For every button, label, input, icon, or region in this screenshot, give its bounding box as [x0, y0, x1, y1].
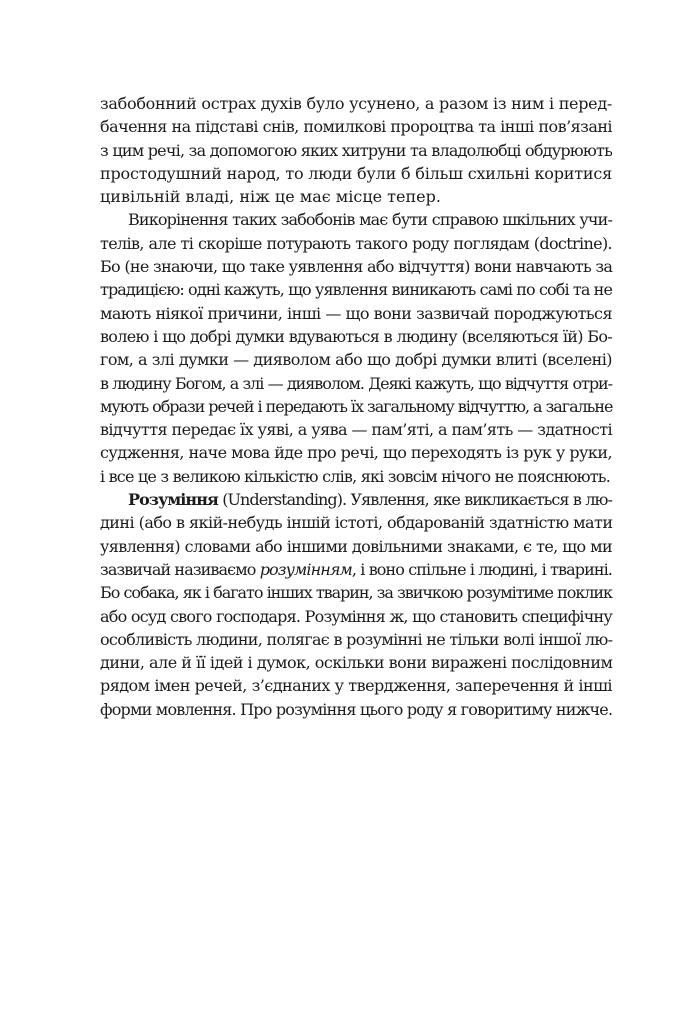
- text-line: або осуд свого господаря. Розуміння ж, що становить специфічну: [100, 606, 612, 626]
- text-line: дини, але й її ідей і думок, оскільки вони виражені послідовним: [100, 653, 613, 673]
- paragraph-1: [100, 92, 612, 208]
- text-line: [100, 558, 612, 581]
- text-fragment: , і воно спільне і людині, і тварині.: [351, 559, 612, 579]
- text-line: цивільній владі, ніж це має місце тепер.: [100, 187, 441, 207]
- text-line: [100, 488, 612, 511]
- text-line: і все це з великою кількістю слів, які зовсім нічого не пояснюють.: [100, 466, 611, 486]
- text-line: волею і що добрі думки вдуваються в людину (вселяються їй) Бо-: [100, 326, 612, 346]
- text-line: гом, а злі думки — дияволом або що добрі думки влиті (вселені): [100, 350, 612, 370]
- text-line: забобонний острах духів було усунено, а разом із ним і перед-: [100, 94, 612, 113]
- text-line: Бо (не знаючи, що таке уявлення або відчуття) вони навчають за: [100, 257, 613, 277]
- text-line: дині (або в якій-небудь іншій істоті, обдарованій здатністю мати: [100, 513, 613, 533]
- text-line: традицією: одні кажуть, що уявлення виникають самі по собі та не: [100, 280, 613, 300]
- defined-term: Розуміння: [128, 490, 218, 510]
- text-line: форми мовлення. Про розуміння цього роду я говоритиму нижче.: [100, 699, 613, 719]
- text-line: простодушний народ, то люди були б більш схильні коритися: [100, 163, 612, 183]
- body-text: [100, 92, 612, 721]
- paragraph-3: [100, 488, 612, 721]
- text-line: відчуття передає їх уяві, а уява — пам’яті, а пам’ять — здатності: [100, 420, 612, 440]
- text-line: Бо собака, як і багато інших тварин, за звичкою розумітиме поклик: [100, 583, 612, 603]
- text-line: бачення на підставі снів, помилкові пророцтва та інші пов’язані: [100, 117, 612, 137]
- text-line: телів, але ті скоріше потурають такого роду поглядам (doctrine).: [100, 233, 612, 253]
- text-line: особливість людини, полягає в розумінні не тільки волі іншої лю-: [100, 629, 613, 649]
- text-line: рядом імен речей, з’єднаних у твердження, заперечення й інші: [100, 676, 612, 696]
- text-fragment: (Understanding). Уявлення, яке викликається в лю-: [217, 490, 612, 510]
- text-line: в людину Богом, а злі — дияволом. Деякі кажуть, що відчуття отри-: [100, 373, 612, 393]
- text-fragment: зазвичай називаємо: [100, 559, 260, 579]
- text-line: мують образи речей і передають їх загальному відчуттю, а загальне: [100, 396, 613, 416]
- text-line: з цим речі, за допомогою яких хитруни та владолюбці обдурюють: [100, 140, 612, 160]
- text-line: уявлення) словами або іншими довільними знаками, є те, що ми: [100, 536, 612, 556]
- paragraph-2: [100, 208, 612, 488]
- italic-term: розумінням: [259, 559, 352, 579]
- text-line: судження, наче мова йде про речі, що переходять із рук у руки,: [100, 443, 612, 463]
- text-line: мають ніякої причини, інші — що вони зазвичай породжуються: [100, 303, 612, 323]
- text-line: Викорінення таких забобонів має бути справою шкільних учи-: [128, 210, 612, 230]
